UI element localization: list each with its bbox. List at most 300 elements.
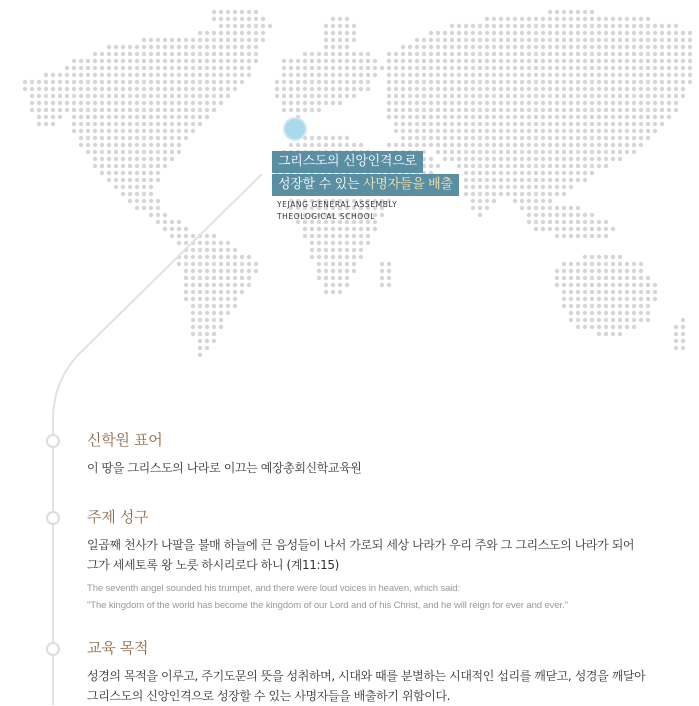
map-dot <box>604 164 608 168</box>
map-dot <box>527 157 531 161</box>
map-dot <box>667 80 671 84</box>
map-dot <box>65 66 69 70</box>
map-dot <box>198 87 202 91</box>
map-dot <box>569 178 573 182</box>
map-dot <box>198 262 202 266</box>
map-dot <box>114 45 118 49</box>
map-dot <box>513 164 517 168</box>
map-dot <box>177 73 181 77</box>
map-dot <box>219 45 223 49</box>
map-dot <box>415 136 419 140</box>
map-dot <box>205 115 209 119</box>
map-dot <box>191 115 195 119</box>
map-dot <box>429 136 433 140</box>
map-dot <box>625 108 629 112</box>
map-dot <box>345 80 349 84</box>
map-dot <box>646 17 650 21</box>
map-dot <box>618 101 622 105</box>
map-dot <box>128 87 132 91</box>
map-dot <box>597 290 601 294</box>
english-line: The seventh angel sounded his trumpet, and there were loud voices in heaven, which said: <box>87 583 461 594</box>
map-dot <box>205 346 209 350</box>
map-dot <box>618 17 622 21</box>
map-dot <box>464 52 468 56</box>
map-dot <box>415 38 419 42</box>
map-dot <box>569 59 573 63</box>
map-dot <box>338 290 342 294</box>
map-dot <box>618 143 622 147</box>
map-dot <box>611 38 615 42</box>
map-dot <box>590 45 594 49</box>
map-dot <box>429 38 433 42</box>
map-dot <box>583 304 587 308</box>
map-dot <box>184 297 188 301</box>
map-dot <box>205 66 209 70</box>
map-dot <box>366 87 370 91</box>
map-dot <box>604 17 608 21</box>
map-dot <box>149 66 153 70</box>
map-dot <box>520 129 524 133</box>
map-dot <box>44 122 48 126</box>
map-dot <box>338 45 342 49</box>
map-dot <box>128 157 132 161</box>
map-dot <box>506 66 510 70</box>
map-dot <box>632 276 636 280</box>
headline-line-1: 그리스도의 신앙인격으로 <box>272 151 423 173</box>
map-dot <box>219 262 223 266</box>
map-dot <box>177 94 181 98</box>
map-dot <box>646 38 650 42</box>
map-dot <box>506 136 510 140</box>
map-dot <box>79 80 83 84</box>
map-dot <box>639 24 643 28</box>
map-dot <box>604 122 608 126</box>
map-dot <box>527 94 531 98</box>
map-dot <box>170 143 174 147</box>
map-dot <box>527 101 531 105</box>
map-dot <box>317 94 321 98</box>
map-dot <box>660 87 664 91</box>
map-dot <box>51 73 55 77</box>
map-dot <box>499 129 503 133</box>
map-dot <box>191 262 195 266</box>
map-dot <box>37 108 41 112</box>
map-dot <box>79 59 83 63</box>
map-dot <box>590 24 594 28</box>
map-dot <box>499 143 503 147</box>
map-dot <box>583 66 587 70</box>
map-dot <box>191 122 195 126</box>
map-dot <box>415 101 419 105</box>
map-dot <box>625 283 629 287</box>
map-dot <box>464 171 468 175</box>
map-dot <box>401 73 405 77</box>
map-dot <box>674 94 678 98</box>
map-dot <box>373 227 377 231</box>
map-dot <box>450 136 454 140</box>
map-dot <box>555 101 559 105</box>
map-dot <box>191 297 195 301</box>
map-dot <box>688 73 692 77</box>
map-dot <box>212 234 216 238</box>
map-dot <box>198 31 202 35</box>
map-dot <box>93 129 97 133</box>
map-dot <box>597 157 601 161</box>
map-dot <box>51 122 55 126</box>
map-dot <box>513 24 517 28</box>
map-dot <box>51 94 55 98</box>
map-dot <box>338 87 342 91</box>
map-dot <box>527 73 531 77</box>
map-dot <box>247 262 251 266</box>
map-dot <box>653 24 657 28</box>
map-dot <box>541 52 545 56</box>
map-dot <box>324 255 328 259</box>
map-dot <box>310 87 314 91</box>
map-dot <box>198 283 202 287</box>
map-dot <box>240 45 244 49</box>
map-dot <box>121 87 125 91</box>
map-dot <box>86 59 90 63</box>
map-dot <box>212 339 216 343</box>
map-dot <box>541 45 545 49</box>
map-dot <box>254 24 258 28</box>
map-dot <box>499 52 503 56</box>
map-dot <box>324 269 328 273</box>
map-dot <box>233 45 237 49</box>
map-dot <box>443 122 447 126</box>
map-dot <box>212 269 216 273</box>
map-dot <box>352 59 356 63</box>
map-dot <box>478 87 482 91</box>
map-dot <box>212 318 216 322</box>
map-dot <box>177 227 181 231</box>
map-dot <box>394 66 398 70</box>
map-dot <box>520 143 524 147</box>
map-dot <box>128 80 132 84</box>
map-dot <box>205 241 209 245</box>
map-dot <box>548 59 552 63</box>
map-dot <box>548 73 552 77</box>
map-dot <box>121 164 125 168</box>
map-dot <box>114 171 118 175</box>
map-dot <box>65 101 69 105</box>
map-dot <box>583 38 587 42</box>
map-dot <box>618 283 622 287</box>
map-dot <box>317 59 321 63</box>
map-dot <box>450 108 454 112</box>
map-dot <box>156 45 160 49</box>
map-dot <box>114 164 118 168</box>
map-dot <box>205 94 209 98</box>
map-dot <box>457 38 461 42</box>
map-dot <box>471 136 475 140</box>
map-dot <box>625 311 629 315</box>
map-dot <box>569 318 573 322</box>
map-dot <box>457 108 461 112</box>
map-dot <box>660 94 664 98</box>
map-dot <box>576 171 580 175</box>
map-dot <box>569 45 573 49</box>
map-dot <box>583 164 587 168</box>
map-dot <box>380 262 384 266</box>
map-dot <box>198 304 202 308</box>
map-dot <box>352 87 356 91</box>
map-dot <box>107 73 111 77</box>
map-dot <box>492 164 496 168</box>
map-dot <box>324 262 328 266</box>
map-dot <box>597 73 601 77</box>
map-dot <box>492 80 496 84</box>
map-dot <box>527 164 531 168</box>
map-dot <box>576 17 580 21</box>
map-dot <box>492 94 496 98</box>
map-dot <box>527 52 531 56</box>
map-dot <box>555 283 559 287</box>
map-dot <box>625 59 629 63</box>
map-dot <box>205 339 209 343</box>
map-dot <box>156 178 160 182</box>
map-dot <box>72 122 76 126</box>
map-dot <box>233 87 237 91</box>
map-dot <box>205 234 209 238</box>
map-dot <box>254 38 258 42</box>
map-dot <box>583 24 587 28</box>
map-dot <box>149 199 153 203</box>
map-dot <box>331 80 335 84</box>
map-dot <box>562 304 566 308</box>
map-dot <box>499 31 503 35</box>
map-dot <box>149 122 153 126</box>
map-dot <box>590 66 594 70</box>
map-dot <box>338 101 342 105</box>
map-dot <box>345 255 349 259</box>
map-dot <box>184 108 188 112</box>
map-dot <box>548 129 552 133</box>
map-dot <box>604 66 608 70</box>
map-dot <box>527 220 531 224</box>
map-dot <box>639 143 643 147</box>
map-dot <box>23 80 27 84</box>
map-dot <box>317 101 321 105</box>
map-dot <box>422 101 426 105</box>
map-dot <box>289 80 293 84</box>
map-dot <box>562 192 566 196</box>
map-dot <box>303 94 307 98</box>
map-dot <box>506 52 510 56</box>
map-dot <box>618 87 622 91</box>
map-dot <box>562 206 566 210</box>
map-dot <box>632 17 636 21</box>
map-dot <box>590 262 594 266</box>
map-dot <box>583 283 587 287</box>
map-dot <box>513 52 517 56</box>
map-dot <box>667 115 671 119</box>
map-dot <box>457 87 461 91</box>
map-dot <box>142 192 146 196</box>
school-name <box>277 199 397 223</box>
map-dot <box>233 38 237 42</box>
map-dot <box>541 220 545 224</box>
map-dot <box>660 108 664 112</box>
map-dot <box>198 73 202 77</box>
map-dot <box>86 80 90 84</box>
map-dot <box>107 136 111 140</box>
map-dot <box>233 10 237 14</box>
map-dot <box>289 87 293 91</box>
map-dot <box>408 115 412 119</box>
map-dot <box>100 171 104 175</box>
map-dot <box>415 80 419 84</box>
map-dot <box>548 38 552 42</box>
map-dot <box>338 248 342 252</box>
map-dot <box>128 199 132 203</box>
map-dot <box>569 276 573 280</box>
map-dot <box>562 269 566 273</box>
map-dot <box>520 157 524 161</box>
map-dot <box>380 66 384 70</box>
map-dot <box>205 101 209 105</box>
map-dot <box>625 325 629 329</box>
map-dot <box>219 304 223 308</box>
map-dot <box>289 73 293 77</box>
map-dot <box>513 178 517 182</box>
map-dot <box>548 220 552 224</box>
map-dot <box>513 122 517 126</box>
map-dot <box>86 73 90 77</box>
map-dot <box>478 108 482 112</box>
map-dot <box>464 136 468 140</box>
map-dot <box>177 220 181 224</box>
map-dot <box>352 248 356 252</box>
map-dot <box>485 73 489 77</box>
map-dot <box>639 66 643 70</box>
map-dot <box>527 108 531 112</box>
map-dot <box>625 101 629 105</box>
map-dot <box>653 45 657 49</box>
map-dot <box>597 115 601 119</box>
map-dot <box>457 115 461 119</box>
map-dot <box>583 143 587 147</box>
map-dot <box>317 269 321 273</box>
map-dot <box>576 297 580 301</box>
map-dot <box>653 283 657 287</box>
map-dot <box>331 52 335 56</box>
map-dot <box>114 115 118 119</box>
map-dot <box>142 150 146 154</box>
map-dot <box>464 129 468 133</box>
map-dot <box>121 192 125 196</box>
map-dot <box>674 87 678 91</box>
map-dot <box>590 143 594 147</box>
map-dot <box>338 234 342 238</box>
map-dot <box>604 220 608 224</box>
map-dot <box>149 52 153 56</box>
map-dot <box>674 325 678 329</box>
map-dot <box>72 80 76 84</box>
map-dot <box>359 241 363 245</box>
map-dot <box>317 227 321 231</box>
map-dot <box>149 164 153 168</box>
map-dot <box>527 171 531 175</box>
map-dot <box>555 157 559 161</box>
map-dot <box>156 220 160 224</box>
map-dot <box>590 304 594 308</box>
map-dot <box>548 24 552 28</box>
map-dot <box>359 66 363 70</box>
map-dot <box>93 59 97 63</box>
map-dot <box>79 73 83 77</box>
map-dot <box>590 101 594 105</box>
map-dot <box>562 178 566 182</box>
map-dot <box>555 171 559 175</box>
map-dot <box>562 66 566 70</box>
map-dot <box>338 31 342 35</box>
map-dot <box>471 206 475 210</box>
map-dot <box>436 136 440 140</box>
map-dot <box>576 206 580 210</box>
map-dot <box>555 150 559 154</box>
map-dot <box>485 24 489 28</box>
map-dot <box>534 87 538 91</box>
map-dot <box>590 31 594 35</box>
map-dot <box>135 80 139 84</box>
map-dot <box>177 129 181 133</box>
map-dot <box>562 136 566 140</box>
map-dot <box>583 136 587 140</box>
map-dot <box>555 269 559 273</box>
map-dot <box>212 80 216 84</box>
map-dot <box>520 38 524 42</box>
map-dot <box>597 108 601 112</box>
map-dot <box>79 94 83 98</box>
map-dot <box>240 255 244 259</box>
map-dot <box>590 94 594 98</box>
map-dot <box>639 94 643 98</box>
map-dot <box>401 80 405 84</box>
map-dot <box>660 59 664 63</box>
map-dot <box>408 87 412 91</box>
map-dot <box>464 80 468 84</box>
map-dot <box>345 31 349 35</box>
map-dot <box>555 94 559 98</box>
map-dot <box>128 52 132 56</box>
map-dot <box>58 80 62 84</box>
map-dot <box>436 52 440 56</box>
map-dot <box>625 304 629 308</box>
map-dot <box>653 73 657 77</box>
map-dot <box>436 31 440 35</box>
map-dot <box>450 115 454 119</box>
map-dot <box>86 129 90 133</box>
map-dot <box>590 325 594 329</box>
map-dot <box>562 220 566 224</box>
map-dot <box>583 101 587 105</box>
map-dot <box>471 143 475 147</box>
map-dot <box>198 276 202 280</box>
map-dot <box>240 80 244 84</box>
map-dot <box>604 269 608 273</box>
map-dot <box>303 234 307 238</box>
map-dot <box>422 122 426 126</box>
map-dot <box>534 45 538 49</box>
map-dot <box>555 73 559 77</box>
map-dot <box>352 255 356 259</box>
map-dot <box>282 108 286 112</box>
map-dot <box>534 178 538 182</box>
map-dot <box>429 143 433 147</box>
map-dot <box>177 136 181 140</box>
